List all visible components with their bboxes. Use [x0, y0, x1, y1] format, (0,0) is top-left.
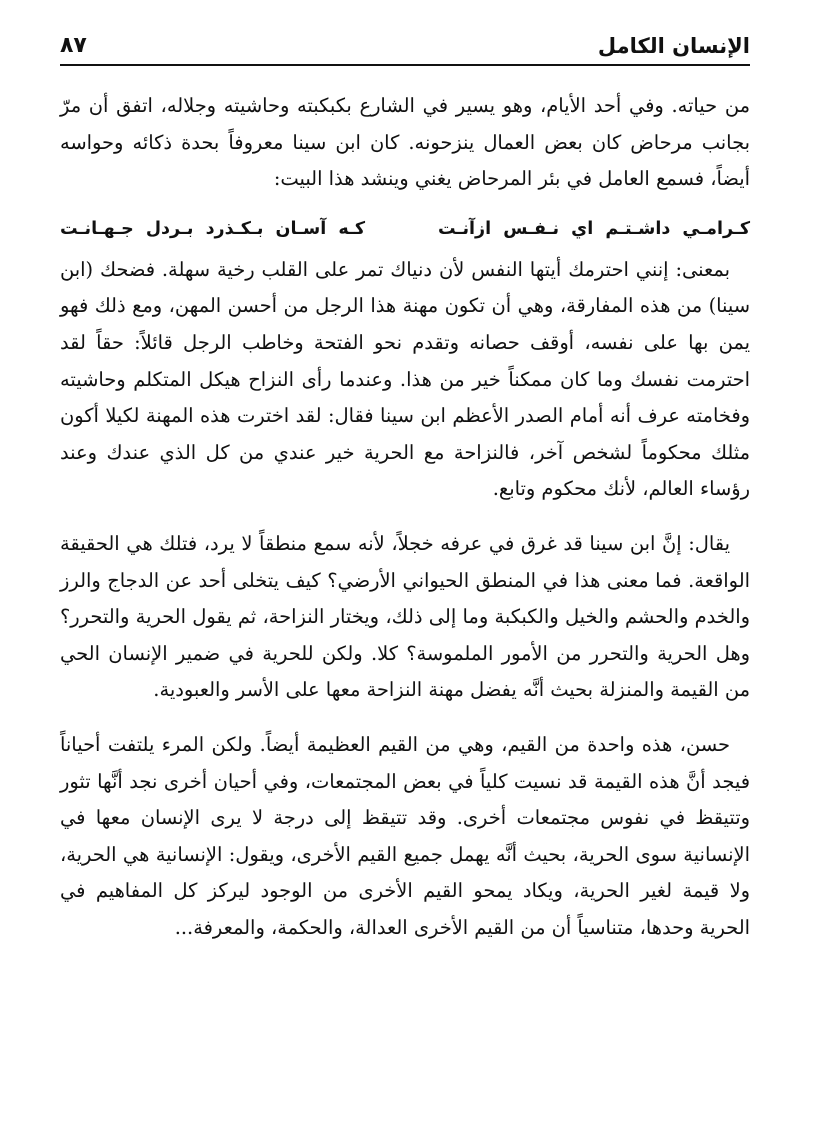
running-title: الإنسان الكامل — [597, 34, 750, 58]
paragraph-2: بمعنى: إنني احترمك أيتها النفس لأن دنياك تمر على القلب رخية سهلة. فضحك (ابن سينا) من هذه المفارقة، وهي أن تكون مهنة هذا الرجل من أحسن المهن، ومع ذلك فهو يمن بها على نفسه، أوقف حصانه وتقدم نحو الفتحة وخاطب الرجل قائلاً: حقاً لقد احترمت نفسك وما كان ممكناً خير من هذا. وعندما رأى النزاح هيكل المتكلم وحاشيته وفخامته عرف أنه أمام الصدر الأعظم ابن سينا فقال: لقد اخترت هذه المهنة لكيلا أكون مثلك محكوماً لشخص آخر، فالنزاحة مع الحرية خير عندي من كل الذي عندك وعند رؤساء العالم، لأنك محكوم وتابع. — [60, 257, 750, 501]
paragraph-4: حسن، هذه واحدة من القيم، وهي من القيم العظيمة أيضاً. ولكن المرء يلتفت أحياناً فيجد أنَّ هذه القيمة قد نسيت كلياً في بعض المجتمعات، وفي أحيان أخرى نجد أنَّها تثور وتتيقظ في نفوس مجتمعات أخرى. وقد تتيقظ إلى درجة لا يرى الإنسان معها في الإنسانية سوى الحرية، بحيث أنَّه يهمل جميع القيم الأخرى، ويقول: الإنسانية هي الحرية، ولا قيمة لغير الحرية، ويكاد يمحو القيم الأخرى من الوجود ليركز كل المفاهيم في الحرية وحدها، متناسياً أن من القيم الأخرى العدالة، والحكمة، والمعرفة... — [60, 732, 750, 939]
verse-hemistich-right: كـرامـي داشـتـم اي نـفـس ازآنـت — [437, 218, 750, 239]
paragraph-1: من حياته. وفي أحد الأيام، وهو يسير في الشارع بكبكبته وحاشيته وجلاله، اتفق أن مرّ بجانب مرحاض كان بعض العمال ينزحونه. كان ابن سينا معروفاً بحدة ذكائه وحواسه أيضاً، فسمع العامل في بئر المرحاض يغني وينشد هذا البيت: — [60, 94, 750, 191]
persian-verse — [60, 212, 750, 246]
running-header — [60, 28, 750, 60]
page-number: ٨٧ — [60, 33, 87, 58]
verse-hemistich-left: كـه آسـان بـكـذرد بـردل جـهـانـت — [60, 218, 366, 239]
paragraph-3: يقال: إنَّ ابن سينا قد غرق في عرفه خجلاً، لأنه سمع منطقاً لا يرد، فتلك هي الحقيقة الواقعة. فما معنى هذا في المنطق الحيواني الأرضي؟ كيف يتخلى أحد عن الدجاج والرز والخدم والحشم والخيل والكبكبة وما إلى ذلك، ويختار النزاحة، ثم يقول الحرية والتحرر؟ وهل الحرية والتحرر من الأمور الملموسة؟ كلا. ولكن للحرية في ضمير الإنسان الحي من القيمة والمنزلة بحيث أنَّه يفضل مهنة النزاحة معها على الأسر والعبودية. — [60, 531, 750, 702]
page-body — [60, 88, 750, 946]
header-rule — [60, 64, 750, 66]
